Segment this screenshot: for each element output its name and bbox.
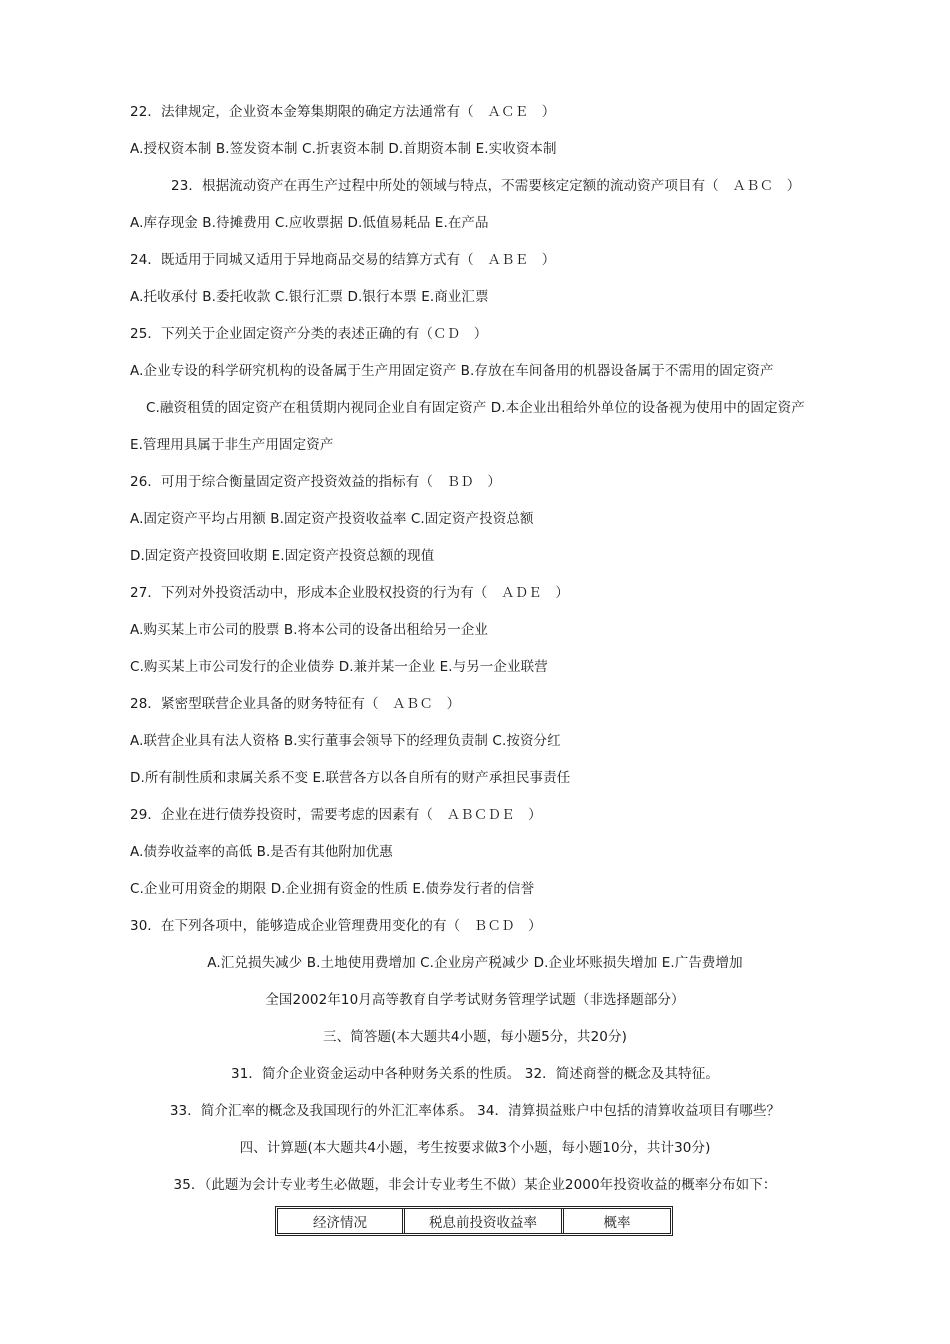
q26-stem: 26．可用于综合衡量固定资产投资效益的指标有（ ＢＤ ） bbox=[130, 474, 501, 490]
q27-stem: 27．下列对外投资活动中，形成本企业股权投资的行为有（ ＡＤＥ ） bbox=[130, 585, 569, 601]
q24-stem: 24．既适用于同城又适用于异地商品交易的结算方式有（ ＡＢＥ ） bbox=[130, 252, 556, 268]
exam-title: 全国2002年10月高等教育自学考试财务管理学试题（非选择题部分） bbox=[265, 992, 685, 1008]
q24-options: A.托收承付 B.委托收款 C.银行汇票 D.银行本票 E.商业汇票 bbox=[130, 289, 489, 305]
probability-table bbox=[275, 1206, 673, 1236]
q25-options-ab: A.企业专设的科学研究机构的设备属于生产用固定资产 B.存放在车间备用的机器设备属于不需用的固定资产 bbox=[130, 363, 774, 379]
q28-options-abc: A.联营企业具有法人资格 B.实行董事会领导下的经理负责制 C.按资分红 bbox=[130, 733, 561, 749]
header-cell-economic-condition: 经济情况 bbox=[278, 1209, 405, 1233]
table-header-row bbox=[278, 1209, 670, 1233]
section-heading-calculation: 四、计算题(本大题共4小题，考生按要求做3个小题，每小题10分，共计30分) bbox=[239, 1140, 711, 1156]
q26-options-abc: A.固定资产平均占用额 B.固定资产投资收益率 C.固定资产投资总额 bbox=[130, 511, 534, 527]
q30-stem: 30．在下列各项中，能够造成企业管理费用变化的有（ ＢＣＤ ） bbox=[130, 918, 542, 934]
q27-options-ab: A.购买某上市公司的股票 B.将本公司的设备出租给另一企业 bbox=[130, 622, 489, 638]
q33-q34: 33．简介汇率的概念及我国现行的外汇汇率体系。 34．清算损益账户中包括的清算收益项目有哪些？ bbox=[169, 1103, 781, 1119]
q22-stem: 22．法律规定，企业资本金筹集期限的确定方法通常有（ ＡＣＥ ） bbox=[130, 104, 556, 120]
q30-options: A.汇兑损失减少 B.土地使用费增加 C.企业房产税减少 D.企业坏账损失增加 E.广告费增加 bbox=[207, 955, 743, 971]
q35-stem: 35．（此题为会计专业考生必做题，非会计专业考生不做）某企业2000年投资收益的概率分布如下： bbox=[173, 1177, 777, 1193]
header-cell-return-rate: 税息前投资收益率 bbox=[405, 1209, 564, 1233]
section-heading-short-answer: 三、简答题(本大题共4小题，每小题5分，共20分) bbox=[323, 1029, 627, 1045]
q27-options-cde: C.购买某上市公司发行的企业债券 D.兼并某一企业 E.与另一企业联营 bbox=[130, 659, 548, 675]
q25-stem: 25．下列关于企业固定资产分类的表述正确的有（ＣＤ ） bbox=[130, 326, 488, 342]
q28-stem: 28．紧密型联营企业具备的财务特征有（ ＡＢＣ ） bbox=[130, 696, 461, 712]
q29-options-cde: C.企业可用资金的期限 D.企业拥有资金的性质 E.债券发行者的信誉 bbox=[130, 881, 535, 897]
q25-options-cd: C.融资租赁的固定资产在租赁期内视同企业自有固定资产 D.本企业出租给外单位的设备视为使用中的固定资产 bbox=[146, 400, 805, 416]
q25-options-e: E.管理用具属于非生产用固定资产 bbox=[130, 437, 334, 453]
q28-options-de: D.所有制性质和隶属关系不变 E.联营各方以各自所有的财产承担民事责任 bbox=[130, 770, 571, 786]
header-cell-probability: 概率 bbox=[603, 1215, 631, 1231]
q26-options-de: D.固定资产投资回收期 E.固定资产投资总额的现值 bbox=[130, 548, 435, 564]
q31-q32: 31．简介企业资金运动中各种财务关系的性质。 32．简述商誉的概念及其特征。 bbox=[231, 1066, 719, 1082]
q22-options: A.授权资本制 B.签发资本制 C.折衷资本制 D.首期资本制 E.实收资本制 bbox=[130, 141, 557, 157]
q23-stem: 23．根据流动资产在再生产过程中所处的领域与特点，不需要核定定额的流动资产项目有（ ＡＢＣ ） bbox=[171, 178, 801, 194]
q29-stem: 29．企业在进行债券投资时，需要考虑的因素有（ ＡＢＣＤＥ ） bbox=[130, 807, 542, 823]
q23-options: A.库存现金 B.待摊费用 C.应收票据 D.低值易耗品 E.在产品 bbox=[130, 215, 489, 231]
q29-options-ab: A.债券收益率的高低 B.是否有其他附加优惠 bbox=[130, 844, 393, 860]
